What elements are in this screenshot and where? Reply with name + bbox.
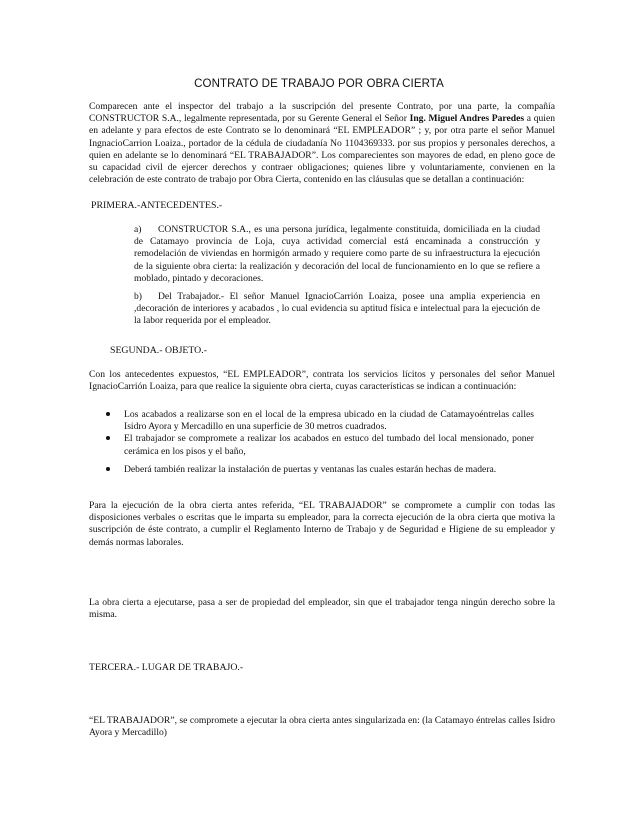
bullet-icon — [106, 436, 110, 440]
tercera-paragraph: “EL TRABAJADOR”, se compromete a ejecutar la obra cierta antes singularizada en: (la Catamayo éntrelas calles Isidro Ayora y Mercadillo) — [89, 715, 555, 739]
intro-text-part2: a quien en adelante y para efectos de este Contrato se lo denominará “EL EMPLEADOR” ; y, por otra parte el señor Manuel IngnacioCarrion Loaiza., portador de la cédula de ciudadanía No 1104369333. por sus propios y personales derechos, a quien en adelante se lo denominará “EL TRABAJADOR”. Los comparecientes son mayores de edad, en pleno goce de su capacidad civil de ejercer derechos y contraer obligaciones; quienes libre y voluntariamente, convienen en la celebración de este contrato de trabajo por Obra Cierta, contenido en las cláusulas que se detallan a continuación: — [89, 113, 556, 186]
intro-paragraph — [89, 101, 555, 186]
bullet-icon — [106, 467, 110, 471]
ejecucion-paragraph: Para la ejecución de la obra cierta antes referida, “EL TRABAJADOR” se compromete a cumplir con todas las disposiciones verbales o escritas que le imparta su empleador, para la correcta ejecución de la obra cierta que motiva la suscripción de éste contrato, a cumplir el Reglamento Interno de Trabajo y de Seguridad e Higiene de su empleador y demás normas laborales. — [89, 500, 555, 548]
antecedente-b-label: b) — [134, 291, 142, 302]
antecedente-a-text: CONSTRUCTOR S.A., es una persona jurídica, legalmente constituida, domiciliada en la ciudad de Catamayo provincia de Loja, cuya actividad comercial está encaminada a construcción y remodelación de viviendas en hormigón armado y requiere como parte de su infraestructura la ejecución de la siguiente obra cierta: la realización y decoración del local de funcionamiento en lo que se refiere a moblado, pintado y decoraciones. — [134, 224, 540, 284]
antecedente-b — [134, 291, 540, 328]
bullet-icon — [106, 412, 110, 416]
objeto-bullet-item: Los acabados a realizarse son en el local de la empresa ubicado en la ciudad de Catamayoéntrelas calles Isidro Ayora y Mercadillo en una superficie de 30 metros cuadrados. — [124, 409, 534, 433]
objeto-bullet-list — [124, 409, 534, 476]
propiedad-paragraph: La obra cierta a ejecutarse, pasa a ser de propiedad del empleador, sin que el trabajador tenga ningún derecho sobre la misma. — [89, 597, 555, 621]
objeto-bullet-item: El trabajador se compromete a realizar los acabados en estuco del tumbado del local mensionado, poner cerámica en los pisos y el baño, — [124, 433, 534, 457]
objeto-bullet-item: Deberá también realizar la instalación de puertas y ventanas las cuales estarán hechas de madera. — [124, 464, 534, 476]
segunda-heading: SEGUNDA.- OBJETO.- — [110, 345, 207, 356]
primera-heading: PRIMERA.-ANTECEDENTES.- — [91, 200, 223, 211]
antecedente-b-text: Del Trabajador.- El señor Manuel IgnacioCarrión Loaiza, posee una amplia experiencia en ,decoración de interiores y acabados , lo cual evidencia su aptitud física e intelectual para la ejecución de la labor requerida por el empleador. — [134, 291, 540, 327]
antecedente-a-label: a) — [134, 224, 142, 235]
representative-name: Ing. Miguel Andres Paredes — [409, 113, 525, 125]
tercera-heading: TERCERA.- LUGAR DE TRABAJO.- — [89, 662, 244, 673]
antecedente-a — [134, 224, 540, 285]
document-title: CONTRATO DE TRABAJO POR OBRA CIERTA — [194, 78, 444, 90]
segunda-paragraph: Con los antecedentes expuestos, “EL EMPLEADOR”, contrata los servicios lícitos y personales del señor Manuel IgnacioCarrión Loaiza, para que realice la siguiente obra cierta, cuyas características se indican a continuación: — [89, 369, 555, 393]
intro-text-part1: Comparecen ante el inspector del trabajo a la suscripción del presente Contrato, por una parte, la compañía CONSTRUCTOR S.A., legalmente representada, por su Gerente General el Señor — [89, 101, 555, 125]
